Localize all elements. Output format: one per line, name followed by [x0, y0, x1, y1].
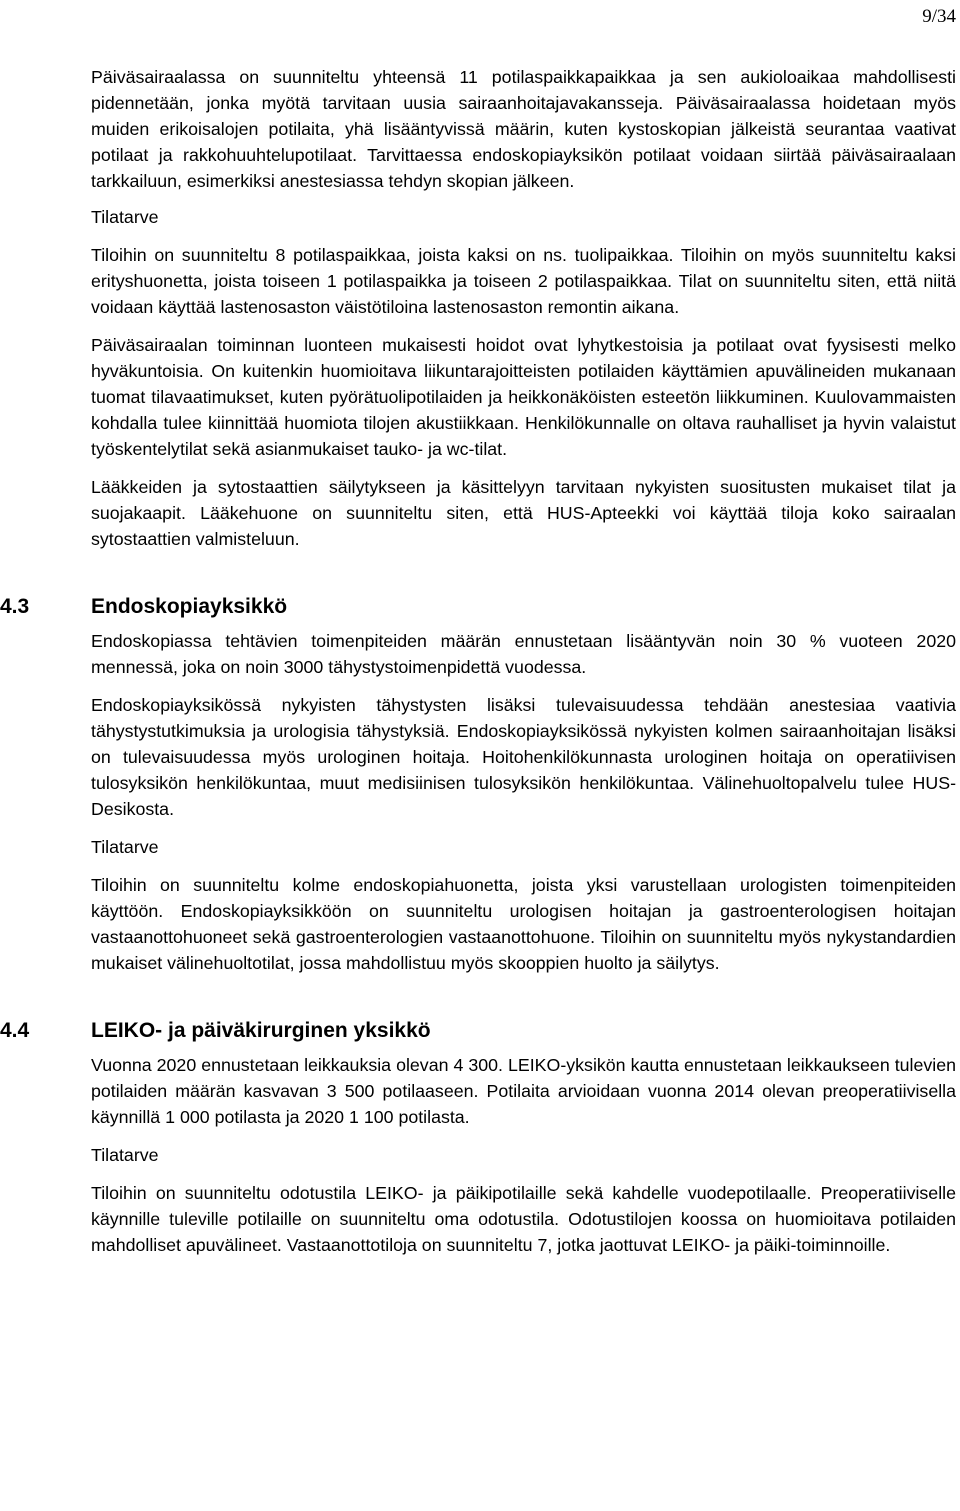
section-heading-leiko — [0, 1016, 956, 1046]
paragraph-endoscopy-staff: Endoskopiayksikössä nykyisten tähystysten lisäksi tulevaisuudessa tehdään anestesiaa vaativia tähystystutkimuksia ja urologisia tähystyksiä. Endoskopiayksikössä nykyisten kolmen sairaanhoitajan lisäksi on tulevaisuudessa myös urologinen hoitaja. Hoitohenkilökunnasta urologinen hoitaja on operatiivisen tulosyksikön henkilökuntaa, muut medisiinisen tulosyksikön henkilökuntaa. Välinehuoltopalvelu tulee HUS-Desikosta. — [91, 695, 956, 819]
section-title: Endoskopiayksikkö — [91, 595, 288, 618]
section-title: LEIKO- ja päiväkirurginen yksikkö — [91, 1019, 431, 1042]
section-number: 4.3 — [0, 595, 30, 618]
subheading-space-requirement: Tilatarve — [91, 1145, 159, 1165]
paragraph-endoscopy-rooms: Tiloihin on suunniteltu kolme endoskopiahuonetta, joista yksi varustellaan urologisten toimenpiteiden käyttöön. Endoskopiayksikköön on suunniteltu urologisen hoitajan ja gastroenterologisen hoitajan vastaanottohuoneet sekä gastroenterologien vastaanottohuone. Tiloihin on suunniteltu myös nykystandardien mukaiset välinehuoltotilat, jossa mahdollistuu myös skooppien huolto ja säilytys. — [91, 875, 956, 973]
paragraph-day-hospital-overview: Päiväsairaalassa on suunniteltu yhteensä 11 potilaspaikkapaikkaa ja sen aukioloaikaa mahdollisesti pidennetään, jonka myötä tarvitaan uusia sairaanhoitajavakansseja. Päiväsairaalassa hoidetaan myös muiden erikoisalojen potilaita, yhä lisääntyvissä määrin, kuten kystoskopian jälkeistä seurantaa vaativat potilaat ja rakkohuuhtelupotilaat. Tarvittaessa endoskopiayksikön potilaat voidaan siirtää päiväsairaalaan tarkkailuun, esimerkiksi anestesiassa tehdyn skopian jälkeen. — [91, 67, 956, 191]
document-body — [0, 64, 956, 1258]
paragraph-day-hospital-accessibility: Päiväsairaalan toiminnan luonteen mukaisesti hoidot ovat lyhytkestoisia ja potilaat ovat fyysisesti melko hyväkuntoisia. On kuitenkin huomioitava liikuntarajoitteisten potilaiden käyttämien apuvälineiden mukanaan tuomat tilavaatimukset, kuten pyörätuolipotilaiden ja heikkonäköisten esteetön liikkuminen. Kuulovammaisten kohdalla tulee kiinnittää huomiota tilojen akustiikkaan. Henkilökunnalle on oltava rauhalliset ja hyvin valaistut työskentelytilat sekä asianmukaiset tauko- ja wc-tilat. — [91, 335, 956, 459]
section-number: 4.4 — [0, 1019, 30, 1042]
section-heading-endoscopy — [0, 592, 956, 622]
paragraph-day-hospital-spaces: Tiloihin on suunniteltu 8 potilaspaikkaa, joista kaksi on ns. tuolipaikkaa. Tiloihin on myös suunniteltu kaksi erityshuonetta, joista toiseen 1 potilaspaikka ja toiseen 2 potilaspaikkaa. Tilat on suunniteltu siten, että niitä voidaan käyttää lastenosaston väistötiloina lastenosaston remontin aikana. — [91, 245, 956, 317]
subheading-space-requirement: Tilatarve — [91, 837, 159, 857]
paragraph-medicine-storage: Lääkkeiden ja sytostaattien säilytykseen ja käsittelyyn tarvitaan nykyisten suositusten mukaiset tilat ja suojakaapit. Lääkehuone on suunniteltu siten, että HUS-Apteekki voi käyttää tiloja koko sairaalan sytostaattien valmisteluun. — [91, 477, 956, 549]
subheading-space-requirement: Tilatarve — [91, 207, 159, 227]
page-number: 9/34 — [922, 6, 956, 27]
paragraph-leiko-forecast: Vuonna 2020 ennustetaan leikkauksia olevan 4 300. LEIKO-yksikön kautta ennustetaan leikkaukseen tulevien potilaiden määrän kasvavan 3 500 potilaaseen. Potilaita arvioidaan vuonna 2014 olevan preoperatiivisella käynnillä 1 000 potilasta ja 2020 1 100 potilasta. — [91, 1055, 956, 1127]
paragraph-leiko-rooms: Tiloihin on suunniteltu odotustila LEIKO- ja päikipotilaille sekä kahdelle vuodepotilaalle. Preoperatiiviselle käynnille tuleville potilaille on suunniteltu oma odotustila. Odotustilojen koossa on huomioitava potilaiden mahdolliset apuvälineet. Vastaanottotiloja on suunniteltu 7, jotka jaottuvat LEIKO- ja päiki-toiminnoille. — [91, 1183, 956, 1255]
paragraph-endoscopy-forecast: Endoskopiassa tehtävien toimenpiteiden määrän ennustetaan lisääntyvän noin 30 % vuoteen 2020 mennessä, joka on noin 3000 tähystystoimenpidettä vuodessa. — [91, 631, 956, 677]
